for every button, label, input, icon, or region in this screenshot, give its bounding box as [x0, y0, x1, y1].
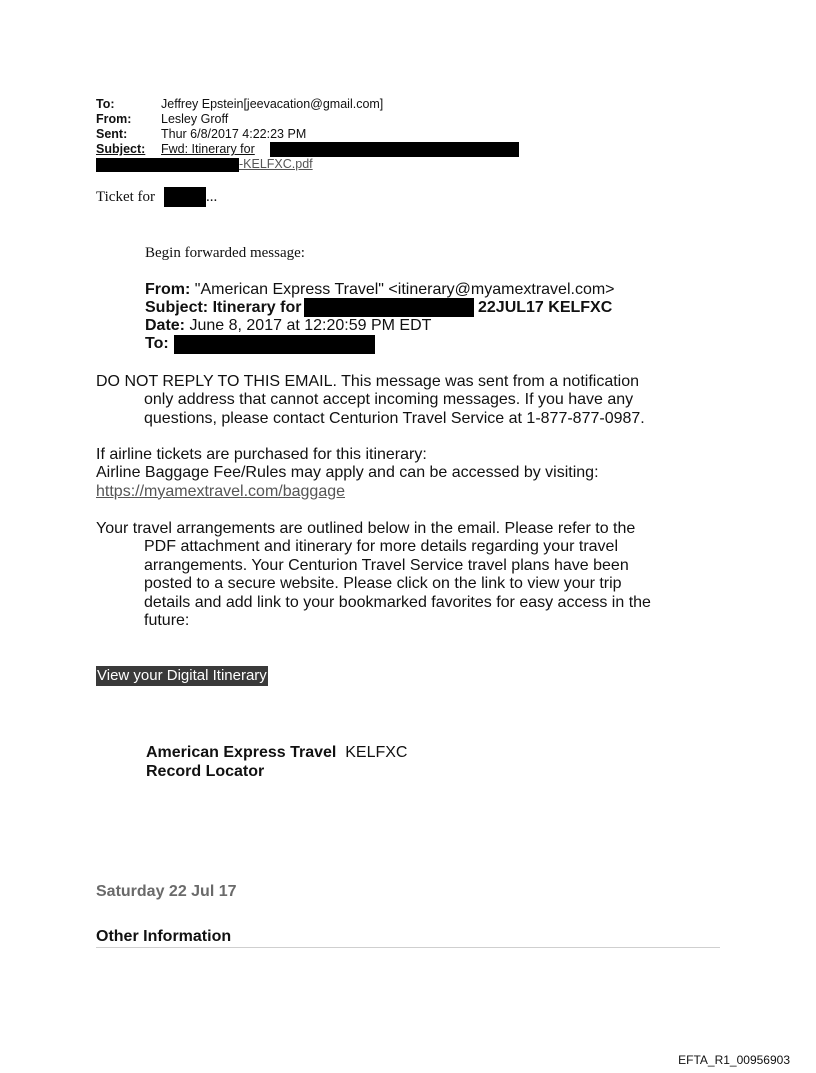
arrangements-line-4: posted to a secure website. Please click on the link to view your trip: [144, 575, 622, 593]
subject-redaction: [270, 142, 519, 157]
ticket-name-redaction: [164, 187, 206, 207]
arrangements-line-6: future:: [144, 612, 190, 630]
other-info-heading: Other Information: [96, 928, 232, 945]
forwarded-subject-tail: 22JUL17 KELFXC: [478, 299, 613, 316]
baggage-link[interactable]: https://myamextravel.com/baggage: [96, 482, 346, 500]
notice-line-3: questions, please contact Centurion Travel Service at 1-877-877-0987.: [144, 409, 645, 427]
forwarded-subject-redaction: [304, 298, 474, 317]
locator-label-1: American Express Travel: [146, 744, 337, 761]
document-id: EFTA_R1_00956903: [678, 1053, 790, 1067]
forwarded-to-line: [145, 335, 169, 353]
section-divider: [96, 947, 720, 948]
subject-label: Subject:: [96, 142, 146, 156]
ticket-suffix: ...: [206, 189, 218, 205]
attachment-link[interactable]: -KELFXC.pdf: [239, 157, 313, 171]
forwarded-date-line: [145, 317, 431, 335]
notice-line-2: only address that cannot accept incoming messages. If you have any: [144, 391, 634, 409]
no-reply-notice: [96, 373, 696, 428]
forwarded-date-value: June 8, 2017 at 12:20:59 PM EDT: [189, 317, 432, 334]
forwarded-from-line: [145, 281, 615, 299]
arrangements-line-2: PDF attachment and itinerary for more details regarding your travel: [144, 538, 618, 556]
view-digital-itinerary-button[interactable]: View your Digital Itinerary: [97, 667, 267, 684]
arrangements-info: [96, 520, 696, 630]
baggage-info: [96, 446, 696, 501]
date-heading: Saturday 22 Jul 17: [96, 883, 237, 900]
forwarded-subject-label: Subject: Itinerary for: [145, 299, 302, 316]
forwarded-to-redaction: [174, 335, 375, 354]
record-locator: [146, 743, 407, 781]
attachment-redaction: [96, 158, 239, 172]
notice-line-1: DO NOT REPLY TO THIS EMAIL. This message was sent from a notification: [96, 373, 640, 390]
locator-code: KELFXC: [345, 744, 408, 761]
ticket-prefix: Ticket for: [96, 189, 156, 205]
subject-value: Fwd: Itinerary for: [161, 142, 255, 156]
forwarded-subject-line: [145, 299, 301, 317]
begin-forwarded: Begin forwarded message:: [145, 245, 305, 261]
arrangements-line-3: arrangements. Your Centurion Travel Service travel plans have been: [144, 556, 629, 574]
arrangements-line-1: Your travel arrangements are outlined below in the email. Please refer to the: [96, 520, 636, 537]
baggage-line-1: If airline tickets are purchased for this itinerary:: [96, 446, 427, 463]
forwarded-from-value: "American Express Travel" <itinerary@myamextravel.com>: [194, 281, 615, 298]
from-value: Lesley Groff: [161, 112, 229, 126]
forwarded-to-label: To:: [145, 335, 169, 352]
sent-label: Sent:: [96, 127, 128, 141]
locator-label-2: Record Locator: [146, 763, 265, 780]
arrangements-line-5: details and add link to your bookmarked favorites for easy access in the: [144, 593, 651, 611]
sent-value: Thur 6/8/2017 4:22:23 PM: [161, 127, 307, 141]
to-value: Jeffrey Epstein[jeevacation@gmail.com]: [161, 97, 384, 111]
baggage-line-2: Airline Baggage Fee/Rules may apply and can be accessed by visiting:: [96, 464, 599, 482]
forwarded-from-label: From:: [145, 281, 191, 298]
forwarded-date-label: Date:: [145, 317, 186, 334]
from-label: From:: [96, 112, 132, 126]
to-label: To:: [96, 97, 115, 111]
